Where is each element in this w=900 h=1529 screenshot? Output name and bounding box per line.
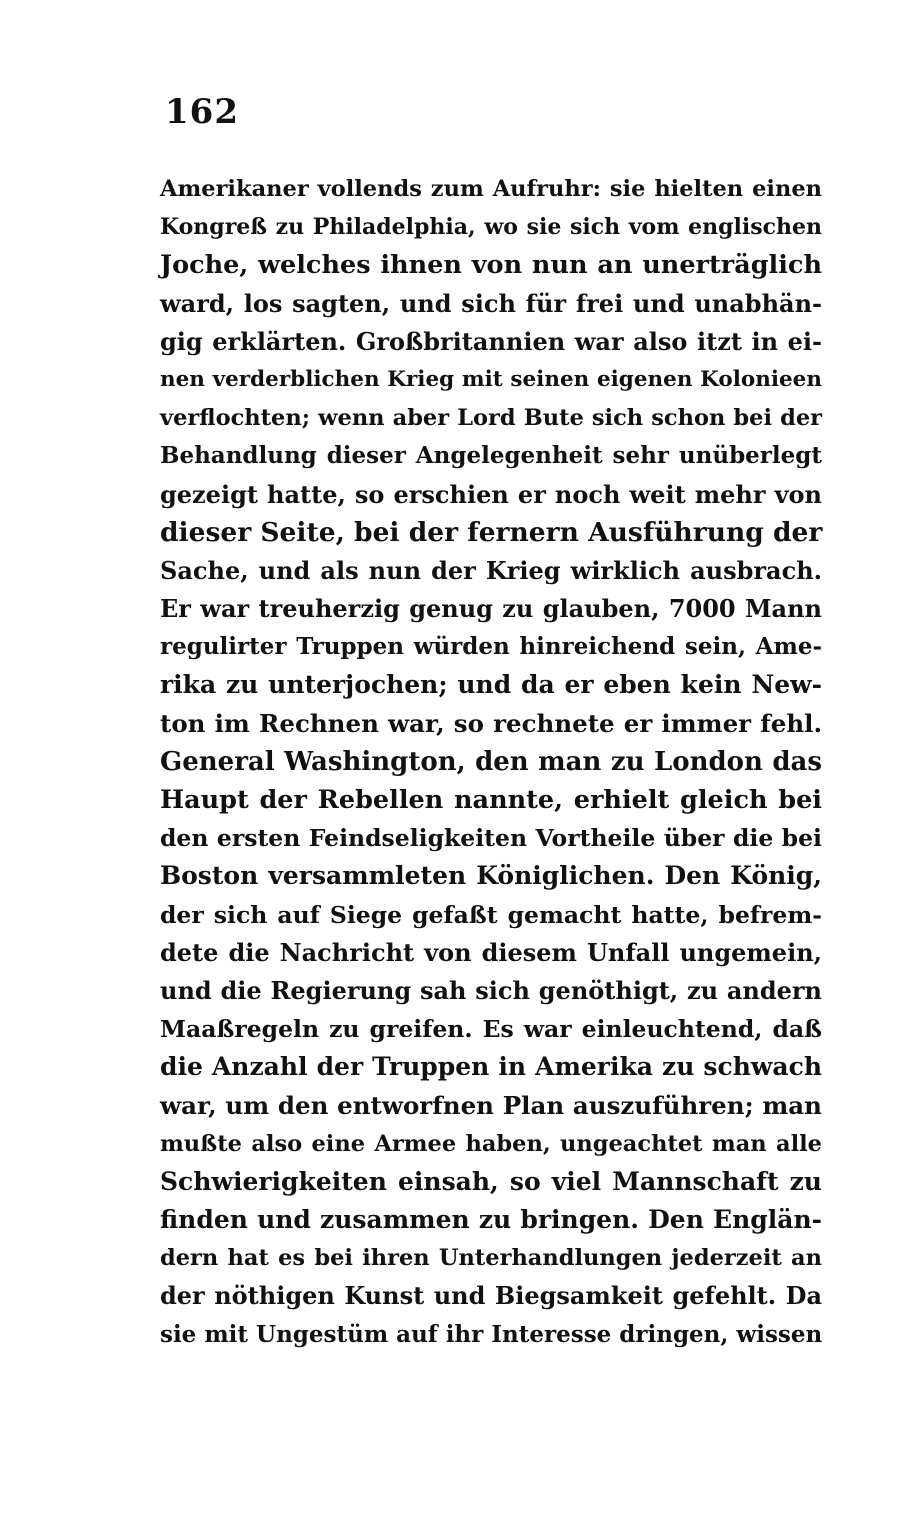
text-line: war, um den entworfnen Plan auszuführen; man: [160, 1090, 822, 1120]
text-line: dete die Nachricht von diesem Unfall ungemein,: [160, 937, 822, 967]
text-line: dern hat es bei ihren Unterhandlungen jederzeit an: [160, 1245, 822, 1272]
text-line: gezeigt hatte, so erschien er noch weit mehr von: [160, 479, 822, 509]
text-line: ward, los sagten, und sich für frei und unabhän-: [160, 288, 822, 318]
text-line: der nöthigen Kunst und Biegsamkeit gefehlt. Da: [160, 1281, 822, 1311]
body-text: [160, 170, 822, 1354]
text-line: General Washington, den man zu London das: [160, 746, 822, 777]
text-line: nen verderblichen Krieg mit seinen eigenen Kolonieen: [160, 366, 822, 392]
text-line: ton im Rechnen war, so rechnete er immer fehl.: [160, 708, 822, 738]
text-line: Sache, und als nun der Krieg wirklich ausbrach.: [160, 555, 822, 585]
text-line: den ersten Feindseligkeiten Vortheile über die bei: [160, 824, 822, 853]
text-line: dieser Seite, bei der fernern Ausführung der: [160, 516, 823, 548]
text-line: Kongreß zu Philadelphia, wo sie sich vom englischen: [160, 214, 822, 241]
text-line: gig erklärten. Großbritannien war also itzt in ei-: [160, 326, 822, 356]
text-line: rika zu unterjochen; und da er eben kein New-: [160, 670, 822, 700]
text-line: Behandlung dieser Angelegenheit sehr unüberlegt: [160, 442, 822, 470]
text-line: regulirter Truppen würden hinreichend sein, Ame-: [160, 633, 822, 661]
text-line: Amerikaner vollends zum Aufruhr: sie hielten einen: [160, 176, 822, 202]
text-line: Maaßregeln zu greifen. Es war einleuchtend, daß: [160, 1015, 822, 1044]
text-line: Haupt der Rebellen nannte, erhielt gleich bei: [160, 785, 822, 815]
text-line: mußte also eine Armee haben, ungeachtet man alle: [160, 1130, 822, 1157]
text-line: sie mit Ungestüm auf ihr Interesse dringen, wissen: [160, 1320, 823, 1348]
text-line: Boston versammleten Königlichen. Den König,: [160, 861, 822, 891]
text-line: Schwierigkeiten einsah, so viel Mannschaft zu: [160, 1166, 822, 1196]
text-line: der sich auf Siege gefaßt gemacht hatte, befrem-: [160, 900, 822, 929]
text-line: Joche, welches ihnen von nun an unerträglich: [160, 250, 822, 281]
text-line: die Anzahl der Truppen in Amerika zu schwach: [160, 1052, 822, 1082]
page-number: 162: [165, 92, 239, 132]
text-line: finden und zusammen zu bringen. Den Englän-: [160, 1205, 822, 1235]
text-line: verflochten; wenn aber Lord Bute sich schon bei der: [160, 405, 822, 432]
text-line: und die Regierung sah sich genöthigt, zu andern: [160, 975, 822, 1005]
text-line: Er war treuherzig genug zu glauben, 7000 Mann: [160, 594, 822, 624]
